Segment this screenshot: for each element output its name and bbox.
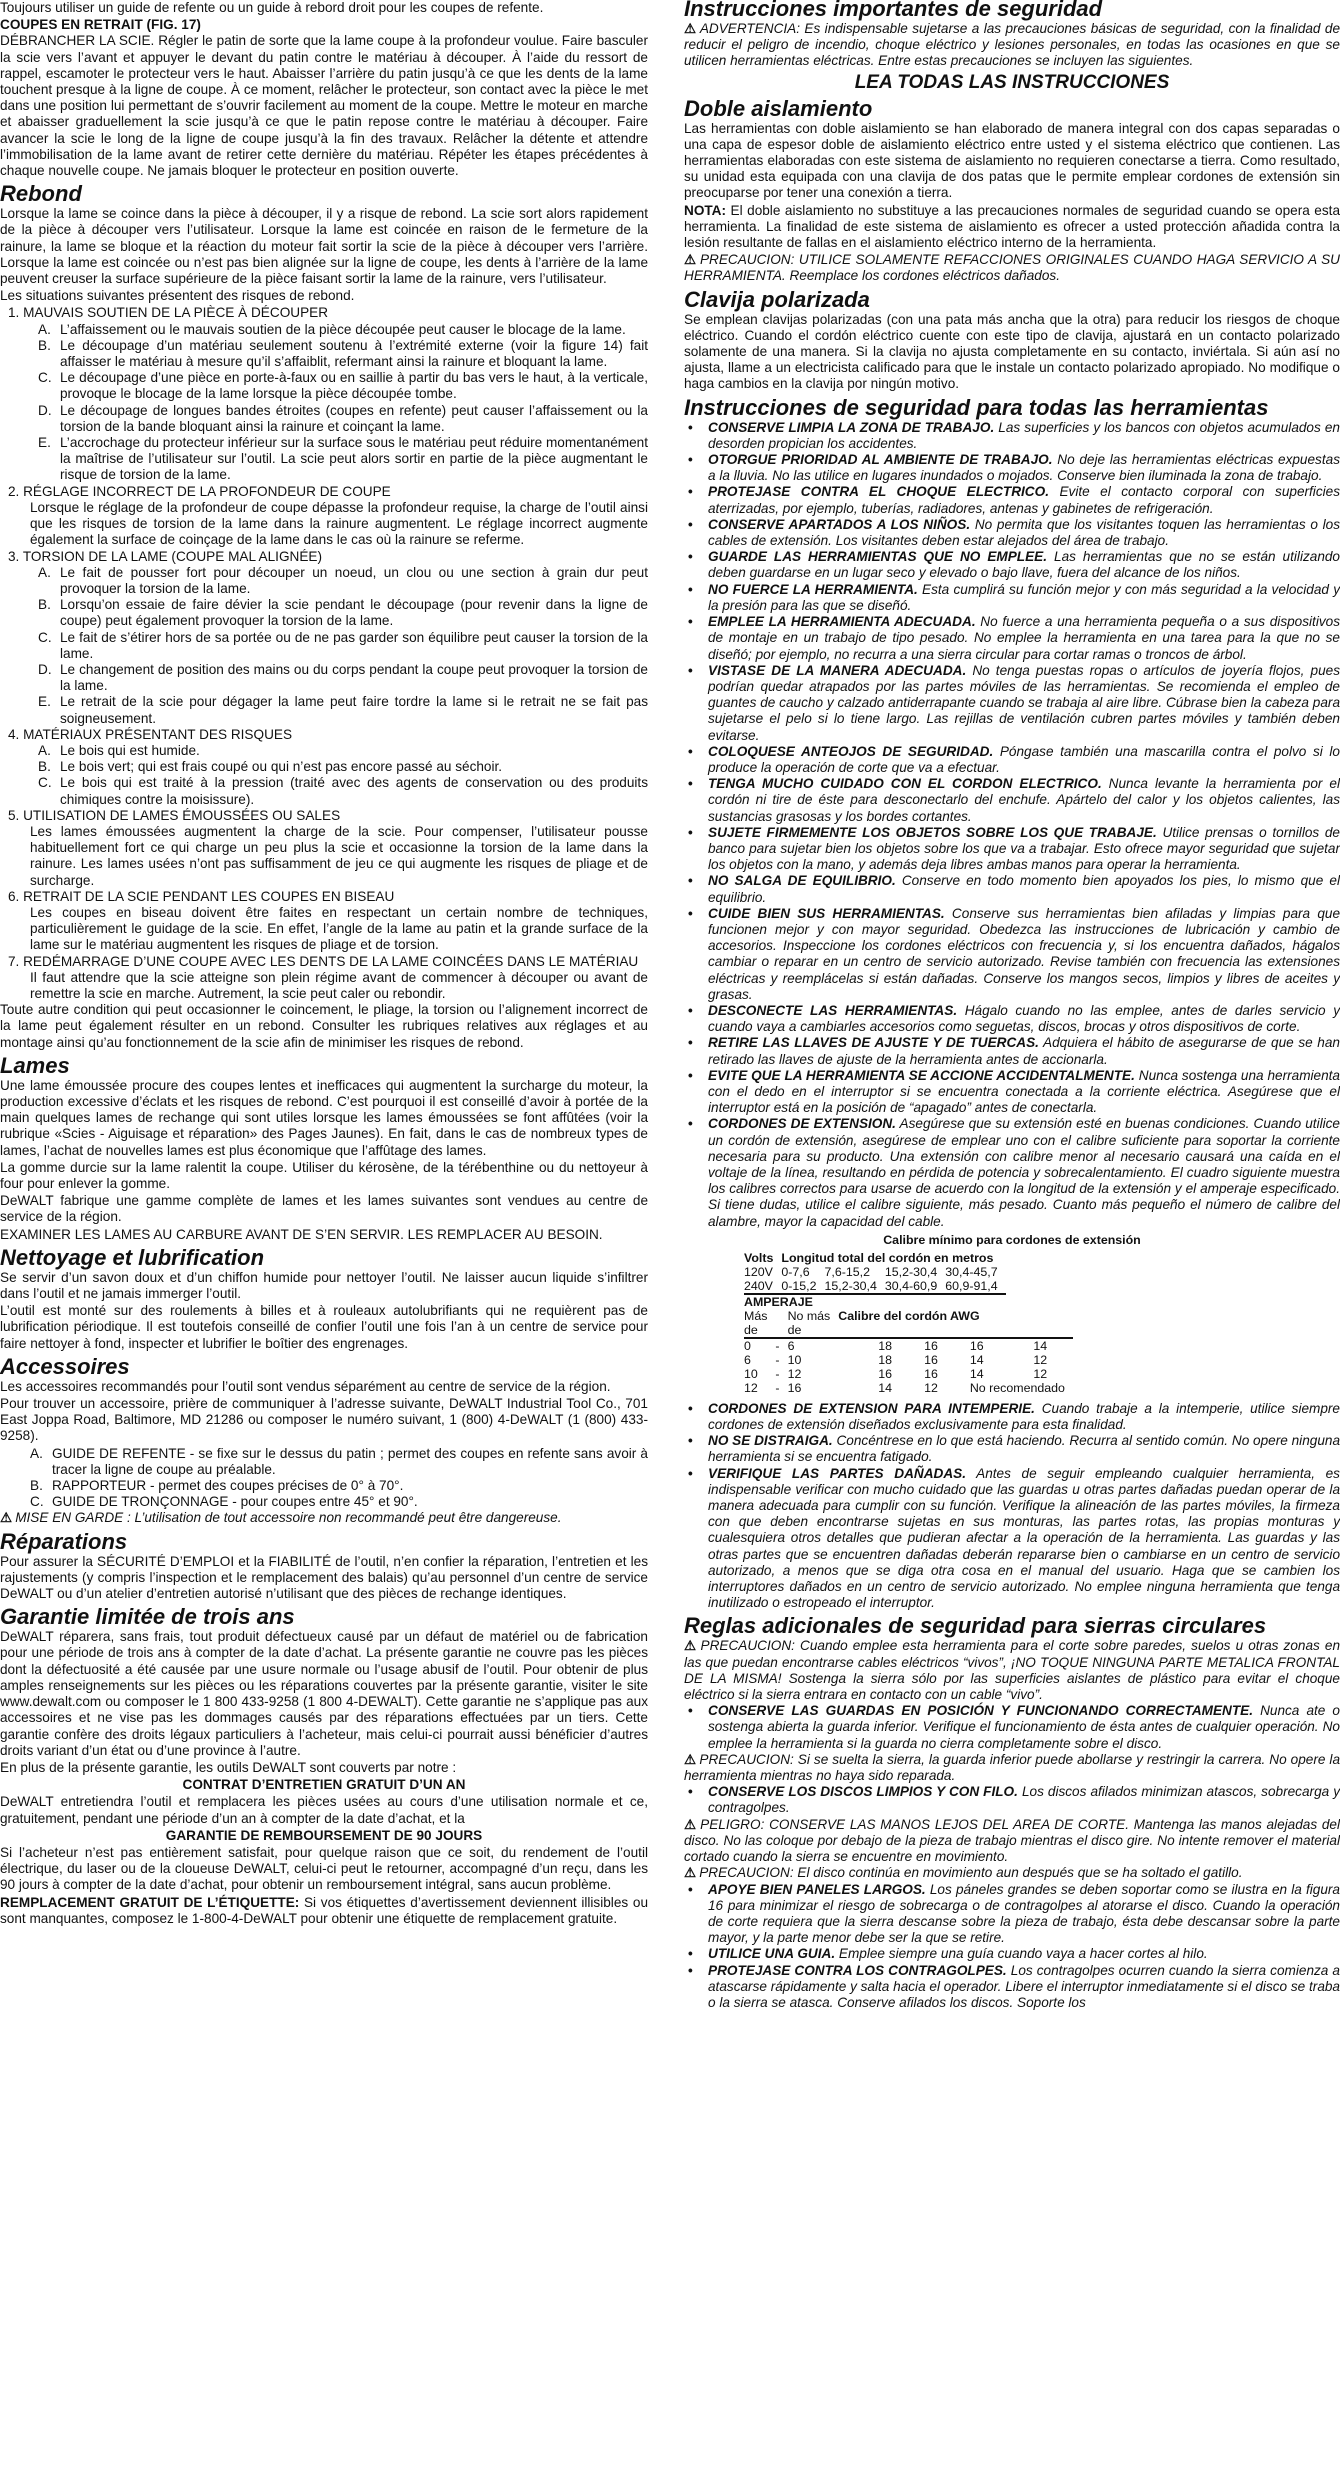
safety-bullet: • CORDONES DE EXTENSION. Asegúrese que su extensión esté en buenas condiciones. Cuando utilice un cordón de extensión, asegúrese de emplear uno con el calibre suficiente para soportar la corriente necesaria para su producto. Una extensión con calibre menor al necesario causará una caída en el voltaje de la línea, resultando en pérdida de potencia y sobrecalentamiento. El cuadro siguiente muestra los calibres correctos para usarse de acuerdo con la longitud de la extensión y el amperaje especificado. Si tiene dudas, utilice el calibre siguiente, más pesado. Cuanto más pequeño el número de calibre del alambre, mayor la capacidad del cable. [688,1116,1340,1229]
risk-sub: C. Le fait de s’étirer hors de sa portée ou de ne pas garder son équilibre peut causer la torsion de la lame. [38,629,648,661]
warning-icon: ⚠ [684,252,697,268]
pocket-cut-title: COUPES EN RETRAIT (FIG. 17) [0,17,201,33]
rebond-situations: Les situations suivantes présentent des risques de rebond. [0,288,355,304]
accessory-item: B. RAPPORTEUR - permet des coupes précises de 0° à 70°. [30,1478,404,1494]
lames-p3: DeWALT fabrique une gamme complète de lames et les lames suivantes sont vendues au centre de service de la région. [0,1193,648,1225]
risk-sub: C. Le bois qui est traité à la pression (traité avec des agents de conservation ou des produits chimiques contre la moisissure). [38,775,648,807]
safety-bullet: • EMPLEE LA HERRAMIENTA ADECUADA. No fuerce a una herramienta pequeña o a sus dispositivos de montaje en un trabajo de tipo pesado. No emplee la herramienta en una tarea para la que no se diseñó; por ejemplo, no recurra a una sierra circular para cortar ramas o troncos de árbol. [688,614,1340,662]
safety-bullet: • RETIRE LAS LLAVES DE AJUSTE Y DE TUERCAS. Adquiera el hábito de asegurarse de que se han retirado las llaves de ajuste de la herramienta antes de accionarla. [688,1035,1340,1067]
safety-bullet: • SUJETE FIRMEMENTE LOS OBJETOS SOBRE LOS QUE TRABAJE. Utilice prensas o tornillos de banco para sujetar bien los objetos sobre los que va a trabajar. Esto ofrece mayor seguridad que sujetar los objetos con la mano, y además deja libres ambas manos para operar la herramienta. [688,824,1340,873]
safety-bullet: • PROTEJASE CONTRA LOS CONTRAGOLPES. Los contragolpes ocurren cuando la sierra comienza a atascarse rápidamente y salta hacia el operador. Libere el interruptor inmediatamente si el disco se traba o la sierra se atasca. Conserve afilados los discos. Soporte los [688,1962,1340,2010]
instrucciones-heading: Instrucciones importantes de seguridad [684,0,1103,21]
safety-bullet: • COLOQUESE ANTEOJOS DE SEGURIDAD. Póngase también una mascarilla contra el polvo si lo produce la operación de corte que va a efectuar. [688,743,1340,775]
clavija-heading: Clavija polarizada [684,286,870,312]
safety-bullet: • VISTASE DE LA MANERA ADECUADA. No tenga puestas ropas o artículos de joyería flojos, pues podrían quedar atrapados por las partes móviles de las herramientas. Se recomienda el empleo de guantes de caucho y calzado antiderrapante cuando se trabaja al aire libre. Cúbrase bien la cabeza para sujetarse el pelo si lo tiene largo. Las rejillas de ventilación cubren partes móviles y también deben evitarse. [688,662,1340,743]
accessory-item: A. GUIDE DE REFENTE - se fixe sur le dessus du patin ; permet des coupes en refente sans avoir à tracer la ligne de coupe au préalable. [30,1445,648,1477]
risk-sub: A. Le bois qui est humide. [38,742,200,758]
rebond-conclusion: Toute autre condition qui peut occasionner le coincement, le pliage, la torsion ou l’alignement incorrect de la lame peut également résulter en un rebond. Consulter les rubriques relatives aux réglages et au montage ainsi qu’au fonctionnement de la scie afin de minimiser les risques de rebond. [0,1002,648,1050]
safety-bullet: • PROTEJASE CONTRA EL CHOQUE ELECTRICO. Evite el contacto corporal con superficies aterrizadas, por ejemplo, tuberías, radiadores, antenas y gabinetes de refrigeración. [688,484,1340,516]
french-column [0,0,652,1928]
nota: NOTA: El doble aislamiento no substituye a las precauciones normales de seguridad cuando se opera esta herramienta. La finalidad de este sistema de aislamiento es ofrecer a usted protección añadida contra la lesión resultante de fallas en el aislamiento eléctrico interno de la herramienta. [684,202,1340,251]
lames-p4: EXAMINER LES LAMES AU CARBURE AVANT DE S’EN SERVIR. LES REMPLACER AU BESOIN. [0,1226,603,1242]
lea-todas-heading: LEA TODAS LAS INSTRUCCIONES [854,71,1170,93]
todas-herramientas-heading: Instrucciones de seguridad para todas las herramientas [684,394,1269,420]
safety-bullet: • NO SE DISTRAIGA. Concéntrese en lo que está haciendo. Recurra al sentido común. No opere ninguna herramienta si se encuentra fatigado. [688,1433,1340,1465]
safety-bullet: • TENGA MUCHO CUIDADO CON EL CORDON ELECTRICO. Nunca levante la herramienta por el cordón ni tire de éste para desconectarlo del enchufe. Apártelo del calor y los objetos calientes, las sustancias grasosas y los bordes cortantes. [688,776,1340,824]
risk-sub: B. Le bois vert; qui est frais coupé ou qui n’est pas encore passé au séchoir. [38,759,503,775]
reglas-heading: Reglas adicionales de seguridad para sierras circulares [684,1613,1267,1639]
warning-icon: ⚠ [684,1751,697,1767]
accessoires-p1: Les accessoires recommandés pour l’outil sont vendus séparément au centre de service de la région. [0,1378,611,1394]
garantie-heading: Garantie limitée de trois ans [0,1604,295,1630]
accessory-item: C. GUIDE DE TRONÇONNAGE - pour coupes entre 45° et 90°. [30,1494,418,1510]
risk-sub: C. Le découpage d’une pièce en porte-à-faux ou en saillie à partir du bas vers le haut, à la verticale, provoque le blocage de la lame lorsque la pièce découpée tombe. [38,370,648,402]
safety-bullet: • NO SALGA DE EQUILIBRIO. Conserve en todo momento bien apoyados los pies, lo mismo que el equilibrio. [688,873,1340,905]
table-row: 10 - 12 16 16 14 12 [744,1366,1048,1381]
risk-item: 3. TORSION DE LA LAME (COUPE MAL ALIGNÉE) A. Le fait de pousser fort pour découper un noeud, un clou ou une section à grain dur peut provoquer la torsion de la lame. B. Lorsqu’on essaie de faire dévier la scie pendant le découpage (pour revenir dans la ligne de coupe) peut également provoquer la torsion de la lame. C. Le fait de s’étirer hors de sa portée ou de ne pas garder son équilibre peut causer la torsion de la lame. D. Le changement de position des mains ou du corps pendant la coupe peut provoquer la torsion de la lame. E. Le retrait de la scie pour dégager la lame peut faire tordre la lame si le retrait ne se fait pas soigneusement. [8,548,648,726]
accessoires-heading: Accessoires [0,1353,130,1379]
lames-p1: Une lame émoussée procure des coupes lentes et inefficaces qui augmentent la surcharge du moteur, la production excessive d’éclats et les risques de rebond. C’est pourquoi il est conseillé d’avoir à portée de la main quelques lames de rechange qui sont utiles lorsque les lames émoussées se font affûtées (voir la rubrique «Scies - Aiguisage et réparation» des Pages Jaunes). En fait, dans le cas de nombreux types de lames, l’achat de nouvelles lames est plus économique que l’affûtage des lames. [0,1077,648,1158]
risk-sub: E. L’accrochage du protecteur inférieur sur la surface sous le matériau peut réduire momentanément la maîtrise de l’utilisateur sur l’outil. La scie peut alors sortir en partie de la pièce augmentant le risque de torsion de la lame. [38,435,648,483]
warning-icon: ⚠ [684,21,697,36]
safety-bullet: • CONSERVE LOS DISCOS LIMPIOS Y CON FILO. Los discos afilados minimizan atascos, sobrecarga y contragolpes. [688,1784,1340,1816]
table-header-awg: Calibre del cordón AWG [838,1308,980,1323]
warning-icon: ⚠ [684,1638,698,1654]
cord-gauge-table: Calibre mínimo para cordones de extensión Volts Longitud total del cordón en metros 120V 0-7,6 7,6-15,2 15,2-30,4 30,4-45,7 240V 0-15,2 15,2-30,4 30,4-60,9 60,9-91,4 AMPERAJE Más No más Calibre del cordón AWG de de 0 - 6 18 16 16 14 6 - 10 18 16 14 12 10 - 12 16 16 14 12 12 - 16 14 12 No recomendado [684,1233,1340,1395]
table-row: 240V 0-15,2 15,2-30,4 30,4-60,9 60,9-91,4 [744,1279,1006,1294]
garantie-contract-title: CONTRAT D’ENTRETIEN GRATUIT D’UN AN [182,1777,466,1793]
risk-sub: D. Le découpage de longues bandes étroites (coupes en refente) peut causer l’affaissement ou la torsion de la bande bloquant ainsi la rainure et coinçant la lame. [38,402,648,434]
safety-bullet-list [684,420,1340,1230]
lames-p2: La gomme durcie sur la lame ralentit la coupe. Utiliser du kérosène, de la térébenthine ou du nettoyeur à four pour enlever la gomme. [0,1159,648,1192]
spanish-column [684,0,1340,2011]
clavija-body: Se emplean clavijas polarizadas (con una pata más ancha que la otra) para reducir los riesgos de choque eléctrico. Cuando el cordón eléctrico cuente con este tipo de clavija, ajustará en un contacto polarizado solamente de una manera. Si la clavija no ajusta completamente en su contacto, inviértala. Si aún así no ajusta, llame a un electricista calificado para que le instale un contacto polarizado apropiado. No modifique o haga cambios en la clavija por ningún motivo. [684,311,1340,392]
risk-list [0,305,648,1002]
safety-bullet: • VERIFIQUE LAS PARTES DAÑADAS. Antes de seguir empleando cualquier herramienta, es indispensable verificar con mucho cuidado que las guardas u otras partes dañadas puedan operar de la manera adecuada para cumplir con su función. Verifique la alineación de las partes móviles, la firmeza con que deben encontrarse sujetas en sus monturas, las partes rotas, las propias monturas y cualesquiera otros detalles que pudieran afectar a la operación de la herramienta. Las guardas y las otras partes que se encuentren dañadas deberán repararse bien o cambiarse en un centro de servicio autorizado, a menos que se diga otra cosa en el manual del usuario. Haga que se cambien los interruptores dañados en un centro de servicio autorizado. No emplee ninguna herramienta que tenga inutilizado o estropeado el interruptor. [688,1465,1340,1611]
safety-bullet: • EVITE QUE LA HERRAMIENTA SE ACCIONE ACCIDENTALMENTE. Nunca sostenga una herramienta con el dedo en el interruptor si se encuentra conectada a la corriente eléctrica. Asegúrese que el interruptor está en la posición de “apagado” antes de conectarla. [688,1067,1340,1116]
safety-bullet: • CONSERVE LIMPIA LA ZONA DE TRABAJO. Las superficies y los bancos con objetos acumulados en desorden propician los accidentes. [688,419,1340,451]
risk-sub: B. Le découpage d’un matériau seulement soutenu à l’extrémité externe (voir la figure 14) fait affaisser le matériau à mesure qu’il s’affaiblit, refermant ainsi la rainure et bloquant la lame. [38,337,648,370]
nettoyage-heading: Nettoyage et lubrification [0,1244,265,1270]
lames-heading: Lames [0,1052,70,1078]
garantie-refund-title: GARANTIE DE REMBOURSEMENT DE 90 JOURS [165,1827,483,1843]
safety-bullet: • CORDONES DE EXTENSION PARA INTEMPERIE. Cuando trabaje a la intemperie, utilice siempre cordones de extensión diseñados exclusivamente para esta finalidad. [688,1400,1340,1433]
risk-item: 2. RÉGLAGE INCORRECT DE LA PROFONDEUR DE COUPE Lorsque le réglage de la profondeur de coupe dépasse la profondeur requise, la charge de l’outil ainsi que les risques de torsion de la lame dans la rainure augmentent. Le réglage incorrect augmente également la surface de coinçage de la lame dans le cas où la rainure se referme. [8,483,648,548]
safety-bullet: • GUARDE LAS HERRAMIENTAS QUE NO EMPLEE. Las herramientas que no se están utilizando deben guardarse en un lugar seco y elevado o bajo llave, fuera del alcance de los niños. [688,549,1340,581]
table-row: 0 - 6 18 16 16 14 [744,1338,1048,1353]
precaucion-cables: ⚠ PRECAUCION: Cuando emplee esta herramienta para el corte sobre paredes, suelos u otras zonas en las que puedan encontrarse cables eléctricos “vivos”, ¡NO TOQUE NINGUNA PARTE METALICA FRONTAL DE LA MISMA! Sostenga la sierra sólo por las superficies aislantes de plástico para evitar el choque eléctrico si la sierra entrara en contacto con un cable “vivo”. [684,1638,1340,1703]
table-header-amperaje: AMPERAJE [744,1294,813,1309]
safety-bullet: • CONSERVE LAS GUARDAS EN POSICIÓN Y FUNCIONANDO CORRECTAMENTE. Nunca ate o sostenga abierta la guarda inferior. Verifique el funcionamiento de ésta antes de cualquier operación. No emplee la herramienta si la guarda no cierra completamente sobre el disco. [688,1703,1340,1751]
risk-item: 4. MATÉRIAUX PRÉSENTANT DES RISQUES A. Le bois qui est humide. B. Le bois vert; qui est frais coupé ou qui n’est pas encore passé au séchoir. C. Le bois qui est traité à la pression (traité avec des agents de conservation ou des produits chimiques contre la moisissure). [8,726,648,807]
table-title: Calibre mínimo para cordones de extensión [883,1232,1141,1247]
safety-bullet: • UTILICE UNA GUIA. Emplee siempre una guía cuando vaya a hacer cortes al hilo. [688,1946,1208,1962]
garantie-p2: En plus de la présente garantie, les outils DeWALT sont couverts par notre : [0,1759,457,1775]
garantie-p3: DeWALT entretiendra l’outil et remplacera les pièces usées au cours d’une utilisation normale et ce, gratuitement, pendant une période d’un an à compter de la date d’achat, et la [0,1794,648,1826]
safety-bullet: • APOYE BIEN PANELES LARGOS. Los páneles grandes se deben soportar como se ilustra en la figura 16 para minimizar el riesgo de sobrecarga o de contragolpes al atorarse el disco. Cuando la operación de corte requiera que la sierra descanse sobre la pieza de trabajo, ésta debe descansar sobre la parte mayor, y la parte menor debe ser la que se retire. [688,1881,1340,1946]
garantie-p1: DeWALT réparera, sans frais, tout produit défectueux causé par un défaut de matériel ou de fabrication pour une période de trois ans à compter de la date d’achat. La présente garantie ne couvre pas les pièces dont la défectuosité a été causée par une usure normale ou l’usage abusif de l’outil. Pour obtenir de plus amples renseignements sur les pièces ou les réparations couvertes par la présente garantie, visiter le site www.dewalt.com ou composer le 1 800 433-9258 (1 800 4-DEWALT). Cette garantie ne s’applique pas aux accessoires et ne vise pas les dommages causés par des réparations effectuées par un tiers. Cette garantie confère des droits légaux particuliers à l’acheteur, mais celui-ci pourrait aussi bénéficier d’autres droits variant d’un état ou d’une province à l’autre. [0,1629,648,1758]
rebond-paragraph: Lorsque la lame se coince dans la pièce à découper, il y a risque de rebond. La scie sort alors rapidement de la pièce à découper vers l’utilisateur. Lorsque la lame est coincée en raison de le fermeture de la rainure, la lame se bloque et la réaction du moteur fait sortir la scie de la pièce à découper vers l’arrière. Lorsque la lame est coincée ou n’est pas bien alignée sur la ligne de coupe, les dents à l’arrière de la lame peuvent creuser la surface supérieure de la pièce faisant sortir la lame de la rainure, vers l’utilisateur. [0,206,648,287]
table-header-length: Longitud total del cordón en metros [781,1250,994,1265]
precaucion-refacciones: ⚠ PRECAUCION: UTILICE SOLAMENTE REFACCIONES ORIGINALES CUANDO HAGA SERVICIO A SU HERRAMIENTA. Reemplace los cordones eléctricos dañados. [684,252,1340,284]
pocket-cut-body: DÉBRANCHER LA SCIE. Régler le patin de sorte que la lame coupe à la profondeur voulue. Faire basculer la scie vers l’avant et appuyer le devant du patin contre le matériau à découper. À l’aide du ressort de rappel, escamoter le protecteur vers le haut. Abaisser l’arrière du patin jusqu’à ce que les dents de la lame touchent presque à la ligne de coupe. À ce moment, relâcher le protecteur, son contact avec la pièce le met dans une position lui permettant de s’ouvrir facilement au moment de la coupe. Mettre le moteur en marche et abaisser graduellement la scie jusqu’à ce que le patin repose contre le matériau à découper. Faire avancer la scie le long de la ligne de coupe jusqu’à la fin des travaux. Relâcher la détente et attendre l’immobilisation de la lame avant de retirer cette dernière du matériau. Répéter les étapes précédentes à chaque nouvelle coupe. Ne jamais bloquer le protecteur en position ouverte. [0,33,648,179]
doble-aislamiento-heading: Doble aislamiento [684,95,873,121]
intro-text: Toujours utiliser un guide de refente ou un guide à rebord droit pour les coupes de refente. [0,0,544,15]
risk-sub: A. Le fait de pousser fort pour découper un noeud, un clou ou une section à grain dur peut provoquer la torsion de la lame. [38,564,648,596]
risk-item: 5. UTILISATION DE LAMES ÉMOUSSÉES OU SALES Les lames émoussées augmentent la charge de la scie. Pour compenser, l’utilisateur pousse habituellement fort ce qui charge un peu plus la scie et occasionne la torsion de la lame dans la rainure. Les lames usées n’ont pas suffisamment de jeu ce qui augmente les risques de pliage et de surcharge. [8,807,648,888]
risk-item: 6. RETRAIT DE LA SCIE PENDANT LES COUPES EN BISEAU Les coupes en biseau doivent être faites en respectant un certain nombre de techniques, particulièrement le guidage de la scie. En effet, l’angle de la lame au patin et la grande surface de la lame sur le matériau augmentent les risques de pliage et de torsion. [8,888,648,953]
risk-sub: E. Le retrait de la scie pour dégager la lame peut faire tordre la lame si le retrait ne se fait pas soigneusement. [38,694,648,726]
nettoyage-p2: L’outil est monté sur des roulements à billes et à rouleaux autolubrifiants qui ne requièrent pas de lubrification périodique. Il est toutefois conseillé de confier l’outil une fois l’an à un centre de service pour faire nettoyer à fond, inspecter et lubrifier le boîtier des engrenages. [0,1303,648,1351]
safety-bullet: • DESCONECTE LAS HERRAMIENTAS. Hágalo cuando no las emplee, antes de darles servicio y cuando vaya a cambiarles accesorios como seguetas, discos, brocas y otros dispositivos de corte. [688,1002,1340,1035]
table-row: 6 - 10 18 16 14 12 [744,1352,1048,1367]
risk-sub: A. L’affaissement ou le mauvais soutien de la pièce découpée peut causer le blocage de la lame. [38,321,626,337]
accessory-warning: ⚠ MISE EN GARDE : L’utilisation de tout accessoire non recommandé peut être dangereuse. [0,1510,562,1526]
risk-sub: D. Le changement de position des mains ou du corps pendant la coupe peut provoquer la torsion de la lame. [38,661,648,694]
table-row: 120V 0-7,6 7,6-15,2 15,2-30,4 30,4-45,7 [744,1264,998,1279]
table-header-volts: Volts [744,1250,774,1265]
safety-bullet: • CUIDE BIEN SUS HERRAMIENTAS. Conserve sus herramientas bien afiladas y limpias para que funcionen mejor y con mayor seguridad. Obedezca las instrucciones de lubricación y cambio de accesorios. Inspeccione los cordones eléctricos con frecuencia y, si los encuentra dañados, hágalos cambiar o reparar en un centro de servicio autorizado. Revise también con frecuencia las extensiones eléctricas y reemplácelas si están dañadas. Conserve los mangos secos, limpios y libres de aceites y grasas. [688,905,1340,1002]
garantie-label: REMPLACEMENT GRATUIT DE L’ÉTIQUETTE: Si vos étiquettes d’avertissement deviennent illisibles ou sont manquantes, composez le 1-800-4-DeWALT pour obtenir une étiquette de remplacement gratuite. [0,1894,648,1926]
safety-bullet: • NO FUERCE LA HERRAMIENTA. Esta cumplirá su función mejor y con más seguridad a la velocidad y la presión para las que se diseñó. [688,581,1340,613]
doble-aislamiento-body: Las herramientas con doble aislamiento se han elaborado de manera integral con dos capas separadas o una capa de espesor doble de aislamiento eléctrico entre usted y el sistema eléctrico que contienen. Las herramientas elaboradas con este sistema de aislamiento no requieren conectarse a tierra. Como resultado, su unidad esta equipada con una clavija de dos patas que le permite emplear cordones de extensión sin preocuparse por tener una conexión a tierra. [684,120,1340,201]
rebond-heading: Rebond [0,181,82,207]
warning-icon: ⚠ [684,1816,698,1832]
safety-bullet: • OTORGUE PRIORIDAD AL AMBIENTE DE TRABAJO. No deje las herramientas eléctricas expuestas a la lluvia. No las utilice en lugares inundados o mojados. Conserve bien iluminada la zona de trabajo. [688,452,1340,484]
precaucion-disco: ⚠ PRECAUCION: El disco continúa en movimiento aun después que se ha soltado el gatillo. [684,1865,1243,1881]
peligro: ⚠ PELIGRO: CONSERVE LAS MANOS LEJOS DEL AREA DE CORTE. Mantenga las manos alejadas del disco. No las coloque por debajo de la pieza de trabajo mientras el disco gire. No intente remover el material cortado cuando la sierra se encuentre en movimiento. [684,1816,1340,1865]
risk-item: 7. REDÉMARRAGE D’UNE COUPE AVEC LES DENTS DE LA LAME COINCÉES DANS LE MATÉRIAU Il faut attendre que la scie atteigne son plein régime avant de commencer à découper ou avant de remettre la scie en marche. Autrement, la scie peut caler ou rebondir. [8,953,648,1001]
advertencia: ⚠ ADVERTENCIA: Es indispensable sujetarse a las precauciones básicas de seguridad, con la finalidad de reducir el peligro de incendio, choque eléctrico y lesiones personales, en todas las ocasiones en que se utilicen herramientas eléctricas. Entre estas precauciones se incluyen las siguientes. [684,21,1340,69]
table-row: 12 - 16 14 12 No recomendado [744,1380,1065,1395]
warning-icon: ⚠ [684,1865,697,1881]
garantie-p4: Si l’acheteur n’est pas entièrement satisfait, pour quelque raison que ce soit, du rendement de l’outil électrique, du laser ou de la cloueuse DeWALT, celui-ci peut le retourner, accompagné d’un reçu, dans les 90 jours à compter de la date d’achat, pour obtenir un remboursement intégral, sans aucun problème. [0,1844,648,1893]
risk-item: 1. MAUVAIS SOUTIEN DE LA PIÈCE À DÉCOUPER A. L’affaissement ou le mauvais soutien de la pièce découpée peut causer le blocage de la lame. B. Le découpage d’un matériau seulement soutenu à l’extrémité externe (voir la figure 14) fait affaisser le matériau à mesure qu’il s’affaiblit, refermant ainsi la rainure et bloquant la lame. C. Le découpage d’une pièce en porte-à-faux ou en saillie à partir du bas vers le haut, à la verticale, provoque le blocage de la lame lorsque la pièce découpée tombe. D. Le découpage de longues bandes étroites (coupes en refente) peut causer l’affaissement ou la torsion de la bande bloquant ainsi la rainure et coinçant la lame. E. L’accrochage du protecteur inférieur sur la surface sous le matériau peut réduire momentanément la maîtrise de l’utilisateur sur l’outil. La scie peut alors sortir en partie de la pièce augmentant le risque de torsion de la lame. [8,305,648,483]
accessoires-p2: Pour trouver un accessoire, prière de communiquer à l’adresse suivante, DeWALT Industrial Tool Co., 701 East Joppa Road, Baltimore, MD 21286 ou composer le numéro suivant, 1 (800) 4-DeWALT (1 (800) 433-9258). [0,1396,648,1444]
risk-sub: B. Lorsqu’on essaie de faire dévier la scie pendant le découpage (pour revenir dans la ligne de coupe) peut également provoquer la torsion de la lame. [38,597,648,629]
reparations-heading: Réparations [0,1528,128,1554]
precaucion-guarda: ⚠ PRECAUCION: Si se suelta la sierra, la guarda inferior puede abollarse y restringir la carrera. No opere la herramienta mientras no haya sido reparada. [684,1751,1340,1784]
nettoyage-p1: Se servir d’un savon doux et d’un chiffon humide pour nettoyer l’outil. Ne laisser aucun liquide s’infiltrer dans l’outil et ne jamais immerger l’outil. [0,1269,648,1302]
warning-icon: ⚠ [0,1510,13,1526]
reparations-body: Pour assurer la SÉCURITÉ D’EMPLOI et la FIABILITÉ de l’outil, n’en confier la réparation, l’entretien et les rajustements (y compris l’inspection et le remplacement des balais) qu’au personnel d’un centre de service DeWALT ou d’un atelier d’entretien autorisé n’utilisant que des pièces de rechange identiques. [0,1553,648,1602]
safety-bullet-list-2 [684,1401,1340,1612]
safety-bullet: • CONSERVE APARTADOS A LOS NIÑOS. No permita que los visitantes toquen las herramientas o los cables de extensión. Los visitantes deben estar alejados del área de trabajo. [688,516,1340,549]
